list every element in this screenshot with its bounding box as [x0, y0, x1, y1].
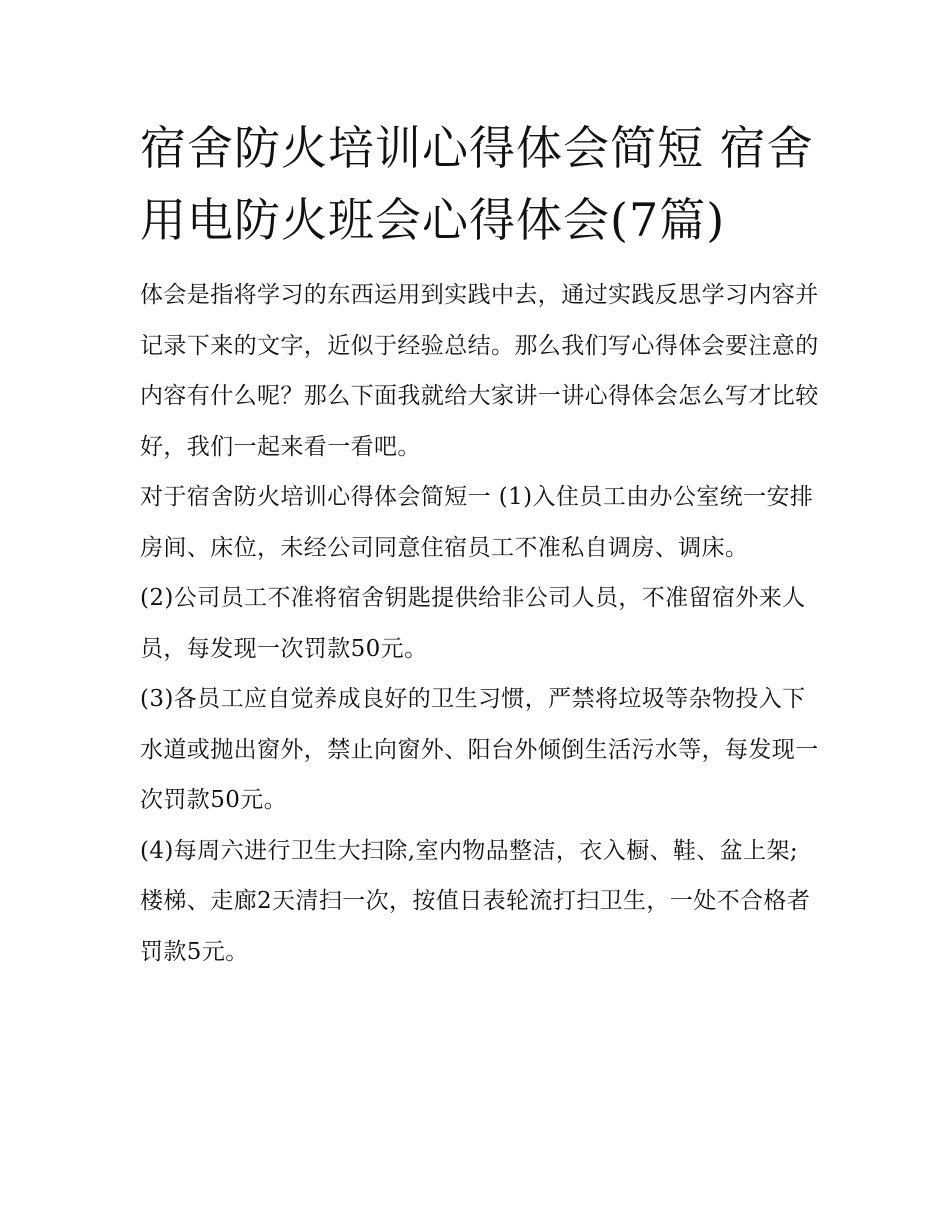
- rule-paragraph-4: (4)每周六进行卫生大扫除,室内物品整洁，衣入橱、鞋、盆上架;楼梯、走廊2天清扫一次，按值日表轮流打扫卫生，一处不合格者罚款5元。: [140, 837, 811, 965]
- intro-paragraph: 体会是指将学习的东西运用到实践中去，通过实践反思学习内容并记录下来的文字，近似于经验总结。那么我们写心得体会要注意的内容有什么呢？那么下面我就给大家讲一讲心得体会怎么写才比较好，我们一起来看一看吧。: [140, 282, 819, 460]
- rule-paragraph-3: (3)各员工应自觉养成良好的卫生习惯，严禁将垃圾等杂物投入下水道或抛出窗外，禁止向窗外、阳台外倾倒生活污水等，每发现一次罚款50元。: [140, 686, 819, 813]
- document-body: [140, 112, 820, 977]
- rule-paragraph-2: (2)公司员工不准将宿舍钥匙提供给非公司人员，不准留宿外来人员，每发现一次罚款50元。: [140, 585, 806, 662]
- document-title: 宿舍防火培训心得体会简短 宿舍用电防火班会心得体会(7篇): [140, 121, 814, 247]
- rule-paragraph-1: 对于宿舍防火培训心得体会简短一 (1)入住员工由办公室统一安排房间、床位，未经公司同意住宿员工不准私自调房、调床。: [140, 484, 814, 561]
